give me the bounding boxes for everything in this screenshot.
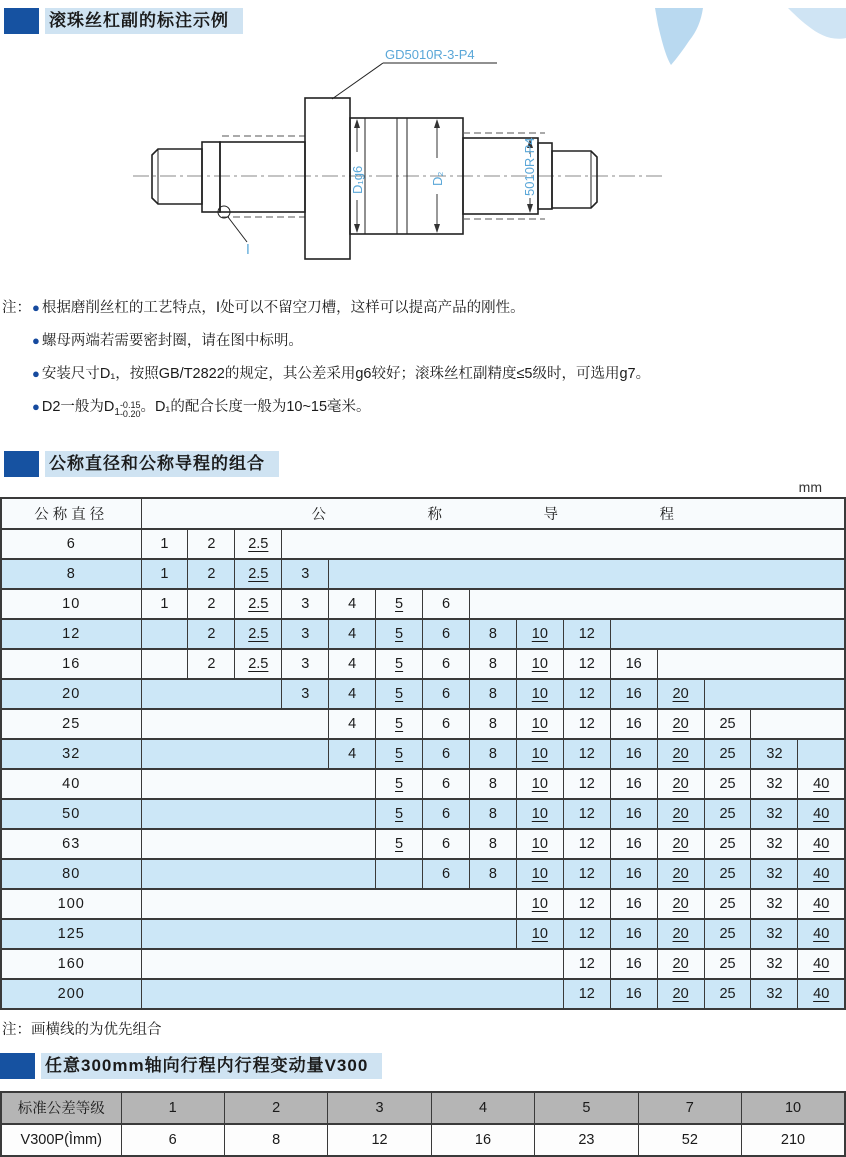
lead-cell-preferred: 5 <box>376 769 423 799</box>
lead-cell-preferred: 20 <box>657 859 704 889</box>
lead-cell: 32 <box>751 949 798 979</box>
lead-cell: 25 <box>704 919 751 949</box>
v300-grade-cell: 7 <box>638 1092 741 1124</box>
diameter-cell: 8 <box>1 559 141 589</box>
lead-cell-empty <box>282 529 845 559</box>
lead-cell-preferred: 10 <box>516 829 563 859</box>
lead-cell-preferred: 5 <box>376 619 423 649</box>
lead-cell-preferred: 10 <box>516 709 563 739</box>
lead-cell: 8 <box>469 619 516 649</box>
lead-cell: 16 <box>610 859 657 889</box>
section-2-title: 公称直径和公称导程的组合 <box>45 451 279 477</box>
lead-cell: 2 <box>188 589 235 619</box>
lead-cell-preferred: 10 <box>516 799 563 829</box>
lead-cell-empty <box>141 829 376 859</box>
lead-cell: 12 <box>563 829 610 859</box>
lead-cell: 16 <box>610 829 657 859</box>
diameter-cell: 40 <box>1 769 141 799</box>
note-text-4: D2一般为$D_1$ -0.15 -0.20 。D₁的配合长度一般为10~15毫米。 <box>41 399 371 419</box>
lead-cell: 12 <box>563 679 610 709</box>
lead-cell-preferred: 40 <box>798 889 845 919</box>
part-number-label: GD5010R-3-P4 <box>385 47 475 62</box>
section-header-3 <box>0 1053 846 1079</box>
lead-table-row <box>1 739 845 769</box>
v300-value-cell: 52 <box>638 1124 741 1156</box>
lead-cell-preferred: 2.5 <box>235 619 282 649</box>
lead-cell: 25 <box>704 889 751 919</box>
v300-value-row <box>1 1124 845 1156</box>
lead-cell: 2 <box>188 529 235 559</box>
diameter-cell: 125 <box>1 919 141 949</box>
lead-cell: 4 <box>329 649 376 679</box>
lead-cell-preferred: 10 <box>516 739 563 769</box>
v300-grade-cell: 2 <box>224 1092 327 1124</box>
lead-cell: 8 <box>469 769 516 799</box>
lead-cell: 6 <box>423 589 470 619</box>
lead-header-char: 称 <box>427 506 442 523</box>
lead-table-row <box>1 559 845 589</box>
lead-cell: 12 <box>563 889 610 919</box>
v300-grade-cell: 5 <box>535 1092 638 1124</box>
lead-cell-preferred: 20 <box>657 709 704 739</box>
lead-cell-preferred: 20 <box>657 979 704 1009</box>
lead-cell: 32 <box>751 799 798 829</box>
lead-cell: 16 <box>610 739 657 769</box>
lead-cell: 4 <box>329 619 376 649</box>
lead-cell-preferred: 5 <box>376 649 423 679</box>
lead-table-row <box>1 649 845 679</box>
lead-cell: 2 <box>188 619 235 649</box>
lead-cell-empty <box>141 919 516 949</box>
lead-table-row <box>1 859 845 889</box>
lead-cell: 6 <box>423 679 470 709</box>
lead-cell: 4 <box>329 709 376 739</box>
lead-cell-empty <box>141 859 376 889</box>
lead-cell-preferred: 10 <box>516 919 563 949</box>
lead-table-row <box>1 889 845 919</box>
lead-cell: 8 <box>469 799 516 829</box>
lead-cell-preferred: 20 <box>657 769 704 799</box>
lead-table-row <box>1 619 845 649</box>
lead-cell-preferred: 20 <box>657 679 704 709</box>
lead-table-row <box>1 679 845 709</box>
lead-table-row <box>1 529 845 559</box>
lead-cell: 1 <box>141 559 188 589</box>
lead-cell-empty <box>798 739 845 769</box>
diameter-cell: 10 <box>1 589 141 619</box>
lead-cell-preferred: 40 <box>798 769 845 799</box>
lead-cell: 6 <box>423 859 470 889</box>
lead-cell: 16 <box>610 799 657 829</box>
diameter-cell: 16 <box>1 649 141 679</box>
diameter-cell: 100 <box>1 889 141 919</box>
lead-table-row <box>1 949 845 979</box>
lead-cell: 16 <box>610 919 657 949</box>
v300-table <box>0 1091 846 1157</box>
lead-cell-preferred: 40 <box>798 979 845 1009</box>
diameter-cell: 63 <box>1 829 141 859</box>
section-header-2 <box>4 451 846 477</box>
note-line-3 <box>32 364 846 384</box>
lead-cell-empty <box>141 679 282 709</box>
lead-cell: 32 <box>751 979 798 1009</box>
section-1-title: 滚珠丝杠副的标注示例 <box>45 8 243 34</box>
tolerance-stack: -0.15 -0.20 <box>119 400 141 419</box>
dim-d2-label: D₂ <box>430 171 445 186</box>
lead-table-row <box>1 919 845 949</box>
lead-cell: 6 <box>423 619 470 649</box>
lead-cell-empty <box>704 679 845 709</box>
lead-cell-empty <box>469 589 845 619</box>
lead-cell: 32 <box>751 739 798 769</box>
lead-table-header-row <box>1 498 845 529</box>
diameter-cell: 20 <box>1 679 141 709</box>
lead-cell: 6 <box>423 649 470 679</box>
lead-cell: 3 <box>282 619 329 649</box>
ball-screw-drawing <box>0 36 846 286</box>
lead-cell: 8 <box>469 709 516 739</box>
lead-cell: 16 <box>610 949 657 979</box>
lead-table-row <box>1 799 845 829</box>
lead-cell: 12 <box>563 979 610 1009</box>
lead-cell: 2 <box>188 559 235 589</box>
lead-cell-preferred: 40 <box>798 829 845 859</box>
section-marker-icon <box>4 8 39 34</box>
lead-cell: 32 <box>751 919 798 949</box>
lead-cell-empty <box>141 949 563 979</box>
lead-cell: 32 <box>751 769 798 799</box>
lead-cell-preferred: 5 <box>376 799 423 829</box>
lead-cell-preferred: 10 <box>516 769 563 799</box>
v300-value-cell: 210 <box>742 1124 845 1156</box>
lead-cell: 4 <box>329 679 376 709</box>
lead-cell-empty <box>751 709 845 739</box>
lead-cell-empty <box>329 559 845 589</box>
v300-header-row <box>1 1092 845 1124</box>
notes-prefix: 注： <box>2 300 31 316</box>
note-line-1 <box>2 298 846 318</box>
note-line-2 <box>32 331 846 351</box>
v300-value-cell: 12 <box>328 1124 431 1156</box>
lead-cell: 25 <box>704 979 751 1009</box>
lead-cell-preferred: 10 <box>516 889 563 919</box>
document-page <box>0 8 846 1148</box>
section-3-title: 任意300mm轴向行程内行程变动量V300 <box>41 1053 382 1079</box>
v300-value-cell: 23 <box>535 1124 638 1156</box>
notes-block <box>2 298 846 423</box>
lead-cell: 8 <box>469 679 516 709</box>
diameter-cell: 25 <box>1 709 141 739</box>
lead-cell: 16 <box>610 709 657 739</box>
v300-row-label: V300P(Ìmm) <box>1 1124 121 1156</box>
lead-cell: 3 <box>282 649 329 679</box>
lead-cell-preferred: 40 <box>798 859 845 889</box>
lead-cell-preferred: 5 <box>376 589 423 619</box>
lead-cell: 8 <box>469 739 516 769</box>
lead-table-row <box>1 709 845 739</box>
lead-cell: 4 <box>329 589 376 619</box>
lead-cell: 12 <box>563 769 610 799</box>
lead-cell: 16 <box>610 649 657 679</box>
section-header-1 <box>4 8 846 34</box>
diameter-cell: 32 <box>1 739 141 769</box>
v300-header-label: 标准公差等级 <box>1 1092 121 1124</box>
diameter-cell: 80 <box>1 859 141 889</box>
lead-cell: 3 <box>282 589 329 619</box>
lead-cell: 1 <box>141 529 188 559</box>
lead-cell: 8 <box>469 829 516 859</box>
lead-header-char: 程 <box>659 506 674 523</box>
lead-cell-preferred: 5 <box>376 679 423 709</box>
lead-cell: 25 <box>704 739 751 769</box>
lead-cell: 6 <box>423 799 470 829</box>
lead-cell-empty <box>141 649 188 679</box>
lead-cell-preferred: 40 <box>798 799 845 829</box>
lead-table-row <box>1 829 845 859</box>
diameter-cell: 6 <box>1 529 141 559</box>
lead-cell-preferred: 20 <box>657 739 704 769</box>
lead-cell-preferred: 10 <box>516 649 563 679</box>
bullet-icon: ● <box>32 399 40 414</box>
lead-cell-preferred: 2.5 <box>235 529 282 559</box>
lead-cell: 12 <box>563 799 610 829</box>
lead-cell-preferred: 40 <box>798 949 845 979</box>
lead-cell-preferred: 10 <box>516 619 563 649</box>
v300-grade-cell: 1 <box>121 1092 224 1124</box>
lead-cell: 4 <box>329 739 376 769</box>
header-diameter: 公称直径 <box>1 498 141 529</box>
lead-table-body <box>1 529 845 1009</box>
lead-cell: 2 <box>188 649 235 679</box>
lead-cell: 6 <box>423 709 470 739</box>
bullet-icon: ● <box>32 300 40 315</box>
header-leads <box>141 498 845 529</box>
lead-cell: 6 <box>423 769 470 799</box>
lead-cell-empty <box>141 799 376 829</box>
lead-cell: 25 <box>704 829 751 859</box>
diameter-cell: 50 <box>1 799 141 829</box>
lead-cell: 25 <box>704 709 751 739</box>
lead-cell: 12 <box>563 949 610 979</box>
lead-cell: 6 <box>423 739 470 769</box>
bullet-icon: ● <box>32 333 40 348</box>
note-line-4 <box>32 397 846 423</box>
lead-cell-preferred: 2.5 <box>235 649 282 679</box>
note-text-1: 根据磨削丝杠的工艺特点，Ⅰ处可以不留空刀槽，这样可以提高产品的刚性。 <box>41 300 525 316</box>
thread-spec-label: 5010R-P4 <box>522 137 537 196</box>
lead-cell-empty <box>141 769 376 799</box>
lead-table-row <box>1 589 845 619</box>
lead-cell: 32 <box>751 889 798 919</box>
diameter-cell: 160 <box>1 949 141 979</box>
lead-cell: 3 <box>282 679 329 709</box>
lead-cell-empty <box>141 979 563 1009</box>
lead-cell: 12 <box>563 619 610 649</box>
lead-cell: 1 <box>141 589 188 619</box>
lead-cell-preferred: 10 <box>516 859 563 889</box>
v300-grade-cell: 3 <box>328 1092 431 1124</box>
lead-header-char: 导 <box>543 506 558 523</box>
lead-cell: 25 <box>704 769 751 799</box>
lead-header-leads <box>142 503 845 524</box>
lead-cell-empty <box>610 619 845 649</box>
lead-cell: 32 <box>751 829 798 859</box>
lead-cell: 16 <box>610 769 657 799</box>
lead-table-note: 注：画横线的为优先组合 <box>2 1021 162 1038</box>
lead-cell-preferred: 5 <box>376 829 423 859</box>
lead-cell-preferred: 5 <box>376 739 423 769</box>
lead-cell: 25 <box>704 799 751 829</box>
note-text-3: 安装尺寸D₁，按照GB/T2822的规定，其公差采用g6较好；滚珠丝杠副精度≤5级时，可选用g7。 <box>41 366 651 382</box>
note-text-2: 螺母两端若需要密封圈，请在图中标明。 <box>41 333 303 349</box>
lead-cell: 25 <box>704 859 751 889</box>
lead-cell-empty <box>141 709 329 739</box>
lead-cell-preferred: 2.5 <box>235 559 282 589</box>
lead-cell-preferred: 20 <box>657 889 704 919</box>
v300-value-cell: 6 <box>121 1124 224 1156</box>
v300-grade-cell: 10 <box>742 1092 845 1124</box>
v300-grade-cell: 4 <box>431 1092 534 1124</box>
lead-cell-empty <box>376 859 423 889</box>
detail-label: Ⅰ <box>246 242 250 257</box>
diameter-cell: 200 <box>1 979 141 1009</box>
lead-cell: 12 <box>563 919 610 949</box>
lead-cell-preferred: 2.5 <box>235 589 282 619</box>
lead-cell: 12 <box>563 859 610 889</box>
lead-cell: 32 <box>751 859 798 889</box>
lead-cell-empty <box>141 619 188 649</box>
lead-cell: 16 <box>610 979 657 1009</box>
lead-cell: 12 <box>563 649 610 679</box>
lead-cell-preferred: 40 <box>798 919 845 949</box>
lead-cell: 8 <box>469 859 516 889</box>
bullet-icon: ● <box>32 366 40 381</box>
lead-cell-empty <box>141 739 329 769</box>
lead-cell: 8 <box>469 649 516 679</box>
lead-cell: 12 <box>563 709 610 739</box>
lead-table-row <box>1 979 845 1009</box>
unit-label: mm <box>798 478 822 495</box>
section-marker-icon <box>4 451 39 477</box>
lead-cell: 25 <box>704 949 751 979</box>
dim-d1-label: D₁g6 <box>350 165 365 194</box>
lead-cell-preferred: 20 <box>657 949 704 979</box>
lead-cell-preferred: 20 <box>657 829 704 859</box>
lead-cell: 16 <box>610 889 657 919</box>
lead-cell-empty <box>141 889 516 919</box>
lead-cell: 3 <box>282 559 329 589</box>
lead-cell: 16 <box>610 679 657 709</box>
lead-cell-preferred: 10 <box>516 679 563 709</box>
v300-value-cell: 16 <box>431 1124 534 1156</box>
section-marker-icon <box>0 1053 35 1079</box>
diameter-cell: 12 <box>1 619 141 649</box>
lead-combination-table <box>0 497 846 1010</box>
nut-flange <box>305 98 350 259</box>
v300-value-cell: 8 <box>224 1124 327 1156</box>
lead-header-char: 公 <box>311 506 326 523</box>
lead-cell: 12 <box>563 739 610 769</box>
lead-cell-preferred: 20 <box>657 799 704 829</box>
lead-cell-empty <box>657 649 845 679</box>
lead-table-row <box>1 769 845 799</box>
lead-cell-preferred: 5 <box>376 709 423 739</box>
lead-cell-preferred: 20 <box>657 919 704 949</box>
lead-cell: 6 <box>423 829 470 859</box>
